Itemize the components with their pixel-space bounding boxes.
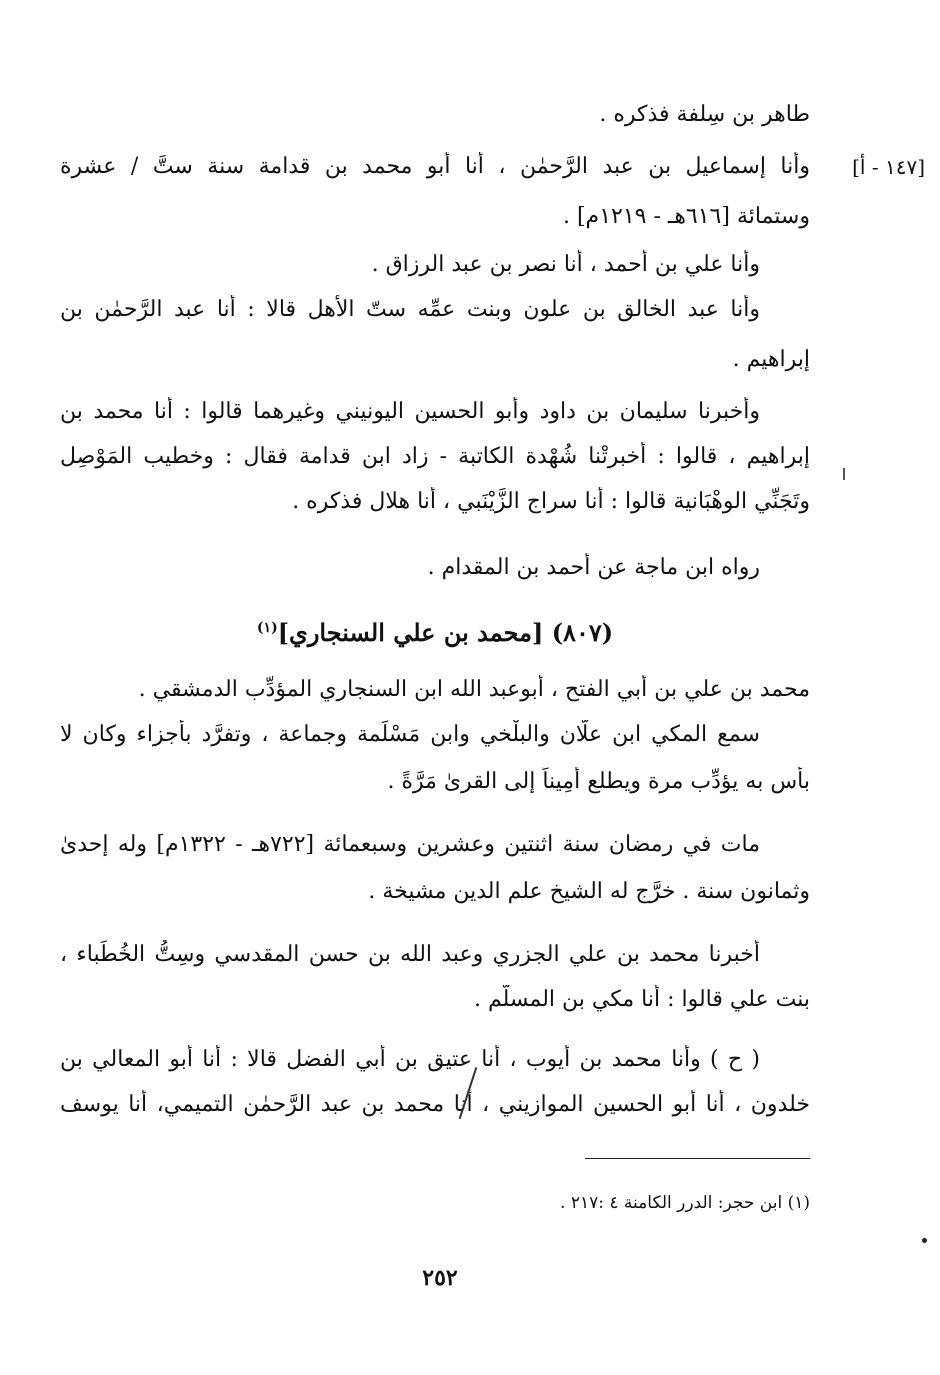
margin-tick-mark (843, 468, 845, 480)
footnote-divider (585, 1158, 810, 1159)
text-line-11: محمد بن علي بن أبي الفتح ، أبوعبد الله ابن السنجاري المؤدِّب الدمشقي . (138, 677, 810, 702)
page-number: ٢٥٢ (422, 1265, 458, 1291)
margin-dot (922, 1238, 927, 1243)
text-line-17: بنت علي قالوا : أنا مكي بن المسلَّم . (473, 987, 810, 1012)
text-line-15: وثمانون سنة . خرَّج له الشيخ علم الدين مشيخة . (368, 879, 810, 904)
heading-text: (٨٠٧) [محمد بن علي السنجاري] (277, 618, 614, 647)
text-line-2: وأنا إسماعيل بن عبد الرَّحمٰن ، أنا أبو محمد بن قدامة سنة ستَّ / عشرة (60, 154, 810, 179)
text-line-5: وأنا عبد الخالق بن علون وبنت عمِّه ستّ الأهل قالا : أنا عبد الرَّحمٰن بن (60, 297, 760, 322)
text-line-19: خلدون ، أنا أبو الحسين الموازيني ، أنا محمد بن عبد الرَّحمٰن التميمي، أنا يوسف (60, 1092, 810, 1117)
text-line-13: بأس به يؤدِّب مرة ويطلع أمِيناً إلى القرىٰ مَرَّةً . (387, 769, 810, 794)
text-line-12: سمع المكي ابن علّان والبلْخي وابن مَسْلَمة وجماعة ، وتفرَّد بأجزاء وكان لا (60, 722, 760, 747)
footnote-marker: (١) (256, 620, 278, 636)
section-heading (150, 612, 720, 649)
text-line-1: طاهر بن سِلفة فذكره . (599, 102, 810, 127)
text-line-8: إبراهيم ، قالوا : أخبرتْنا شُهْدة الكاتبة - زاد ابن قدامة فقال : وخطيب المَوْصِل (60, 444, 810, 469)
text-line-14: مات في رمضان سنة اثنتين وعشرين وسبعمائة [٧٢٢هـ - ١٣٢٢م] وله إحدىٰ (60, 832, 760, 857)
text-line-6: إبراهيم . (732, 347, 810, 372)
text-line-7: وأخبرنا سليمان بن داود وأبو الحسين اليونيني وغيرهما قالوا : أنا محمد بن (60, 399, 760, 424)
text-line-9: وتَجَنِّي الوهْبَانية قالوا : أنا سراج الزَّيْنَبي ، أنا هلال فذكره . (292, 489, 810, 514)
text-line-3: وستمائة [٦١٦هـ - ١٢١٩م] . (562, 204, 810, 229)
text-line-10: رواه ابن ماجة عن أحمد بن المقدام . (427, 555, 760, 580)
text-line-16: أخبرنا محمد بن علي الجزري وعبد الله بن حسن المقدسي وسِتُّ الخُطَباء ، (60, 942, 760, 967)
margin-reference: [١٤٧ - أ] (852, 155, 925, 179)
text-line-18: ( ح ) وأنا محمد بن أيوب ، أنا عتيق بن أبي الفضل قالا : أنا أبو المعالي بن (60, 1047, 760, 1072)
text-line-4: وأنا علي بن أحمد ، أنا نصر بن عبد الرزاق . (371, 252, 760, 277)
footnote: (١) ابن حجر: الدرر الكامنة ٤ :٢١٧ . (560, 1193, 810, 1213)
